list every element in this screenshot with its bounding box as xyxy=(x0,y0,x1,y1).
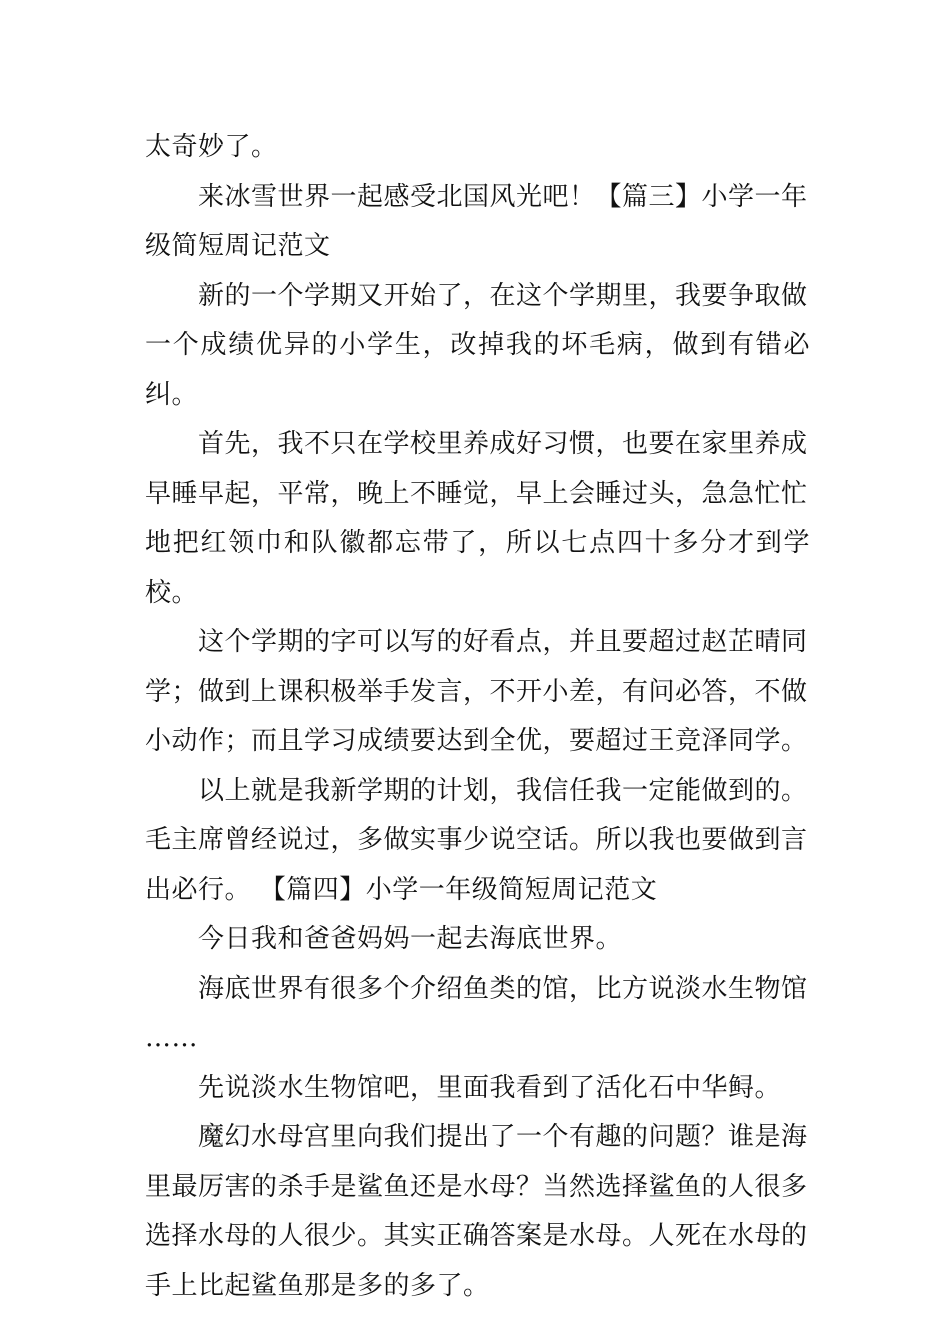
text-line: 级简短周记范文 xyxy=(145,231,331,261)
text-line: 魔幻水母宫里向我们提出了一个有趣的问题？谁是海 xyxy=(198,1122,808,1152)
paragraph xyxy=(145,123,810,173)
paragraph xyxy=(145,965,810,1064)
paragraph xyxy=(145,272,810,421)
text-line: 早睡早起，平常，晚上不睡觉，早上会睡过头，急急忙忙 xyxy=(145,478,808,509)
paragraph xyxy=(145,767,810,916)
text-line: 首先，我不只在学校里养成好习惯，也要在家里养成 xyxy=(198,429,808,459)
text-line: 毛主席曾经说过，多做实事少说空话。所以我也要做到言 xyxy=(145,825,808,855)
text-line: 手上比起鲨鱼那是多的多了。 xyxy=(145,1270,490,1301)
text-line: 地把红领巾和队徽都忘带了，所以七点四十多分才到学校。 xyxy=(145,528,810,608)
text-line: 以上就是我新学期的计划，我信任我一定能做到的。 xyxy=(198,775,808,806)
document-body xyxy=(145,123,810,1311)
text-line: 选择水母的人很少。其实正确答案是水母。人死在水母的 xyxy=(145,1221,808,1251)
text-line: 一个成绩优异的小学生，改掉我的坏毛病，做到有错必纠。 xyxy=(145,330,810,410)
paragraph xyxy=(145,173,810,272)
text-line: 学；做到上课积极举手发言，不开小差，有问必答，不做 xyxy=(145,676,808,707)
text-line: 海底世界有很多个介绍鱼类的馆，比方说淡水生物馆 xyxy=(198,973,808,1004)
text-line: 新的一个学期又开始了，在这个学期里，我要争取做 xyxy=(198,280,808,311)
text-line: 先说淡水生物馆吧，里面我看到了活化石中华鲟。 xyxy=(198,1072,782,1103)
text-line: 这个学期的字可以写的好看点，并且要超过赵芷晴同 xyxy=(198,627,808,657)
text-line: 今日我和爸爸妈妈一起去海底世界。 xyxy=(198,924,623,954)
text-line: 出必行。 【篇四】小学一年级简短周记范文 xyxy=(145,874,658,905)
text-line: …… xyxy=(145,1023,198,1053)
text-line: 里最厉害的杀手是鲨鱼还是水母？当然选择鲨鱼的人很多 xyxy=(145,1171,808,1202)
paragraph xyxy=(145,618,810,767)
text-line: 小动作；而且学习成绩要达到全优，要超过王竞泽同学。 xyxy=(145,726,808,756)
paragraph xyxy=(145,1113,810,1311)
paragraph xyxy=(145,1064,810,1114)
paragraph xyxy=(145,420,810,618)
text-line: 太奇妙了。 xyxy=(145,132,278,162)
paragraph xyxy=(145,915,810,965)
text-line: 来冰雪世界一起感受北国风光吧！【篇三】小学一年 xyxy=(198,181,808,212)
